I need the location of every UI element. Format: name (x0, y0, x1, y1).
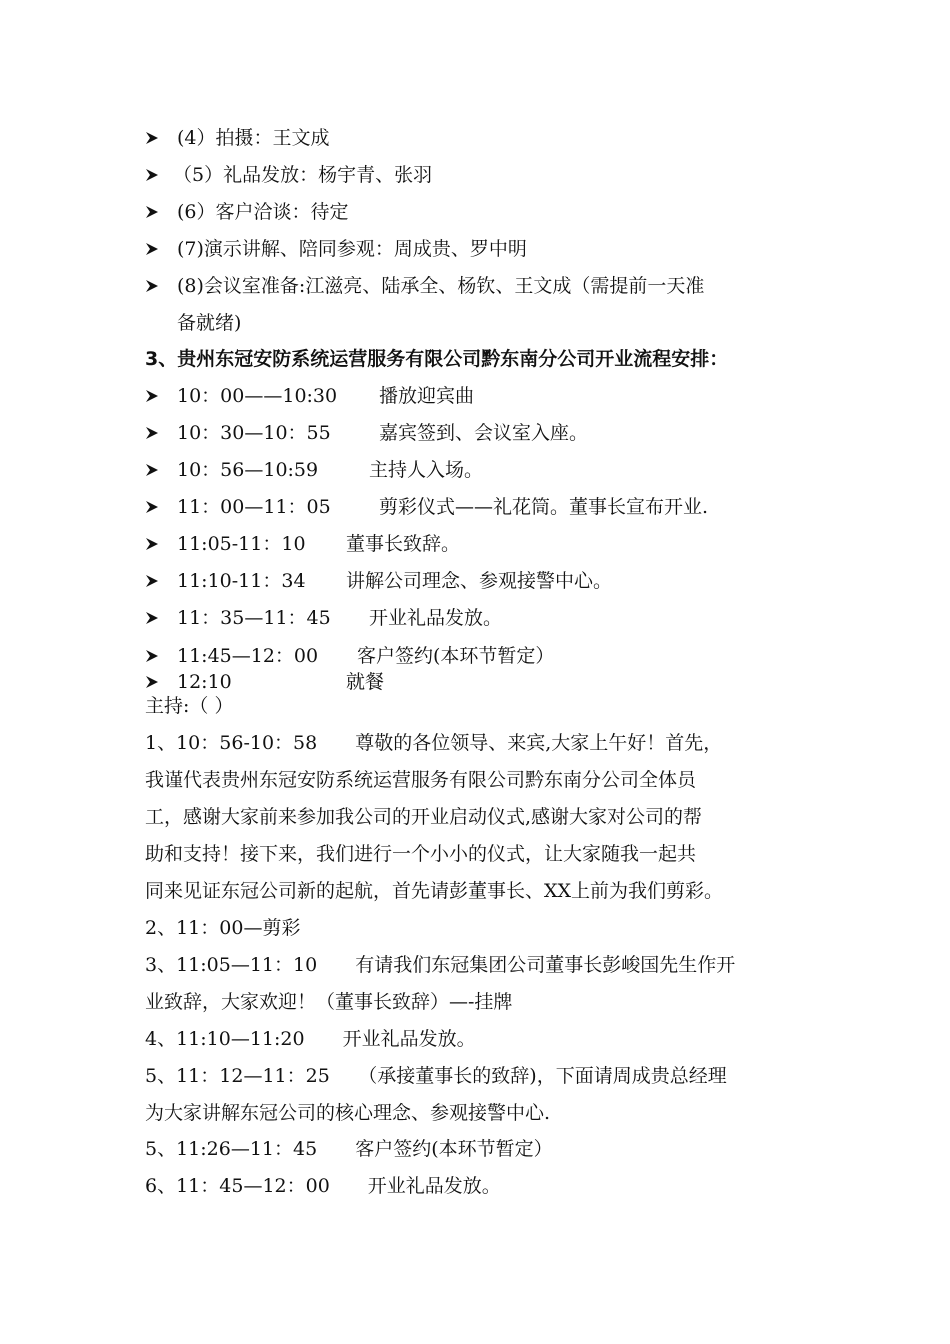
schedule-event: 播放迎宾曲 (379, 385, 475, 407)
script-line: 1、10：56-10：58 尊敬的各位领导、来宾,大家上午好！首先， (145, 732, 723, 754)
schedule-event: 董事长致辞。 (346, 533, 461, 555)
schedule-event: 就餐 (346, 671, 385, 693)
section-heading: 3、贵州东冠安防系统运营服务有限公司黔东南分公司开业流程安排： (145, 348, 729, 370)
list-item-text: (8)会议室准备:江滋亮、陆承全、杨钦、王文成（需提前一天准 (177, 275, 705, 297)
schedule-time: 11:10-11：34 (177, 570, 306, 592)
list-item-text: (7)演示讲解、陪同参观：周成贵、罗中明 (177, 238, 527, 260)
arrow-bullet-icon (145, 279, 159, 293)
arrow-bullet-icon (145, 574, 159, 588)
schedule-event: 嘉宾签到、会议室入座。 (379, 422, 589, 444)
arrow-bullet-icon (145, 168, 159, 182)
schedule-event: 主持人入场。 (369, 459, 484, 481)
list-item-text: (6）客户洽谈：待定 (177, 201, 349, 223)
script-line: 助和支持！接下来，我们进行一个小小的仪式，让大家随我一起共 (145, 843, 697, 865)
arrow-bullet-icon (145, 463, 159, 477)
schedule-time: 11:05-11：10 (177, 533, 306, 555)
script-line: 工，感谢大家前来参加我公司的开业启动仪式,感谢大家对公司的帮 (145, 806, 703, 828)
list-item-continuation: 备就绪) (177, 312, 242, 334)
arrow-bullet-icon (145, 611, 159, 625)
schedule-time: 11：00—11：05 (177, 496, 331, 518)
arrow-bullet-icon (145, 537, 159, 551)
script-line: 5、11:26—11：45 客户签约(本环节暂定） (145, 1138, 553, 1160)
script-line: 4、11:10—11:20 开业礼品发放。 (145, 1028, 476, 1050)
script-line: 2、11：00—剪彩 (145, 917, 301, 939)
list-item-text: （5）礼品发放：杨宇青、张羽 (173, 164, 433, 186)
schedule-time: 11：35—11：45 (177, 607, 331, 629)
arrow-bullet-icon (145, 131, 159, 145)
script-line: 我谨代表贵州东冠安防系统运营服务有限公司黔东南分公司全体员 (145, 769, 697, 791)
script-line: 同来见证东冠公司新的起航，首先请彭董事长、XX上前为我们剪彩。 (145, 880, 724, 902)
schedule-event: 客户签约(本环节暂定） (357, 645, 555, 667)
schedule-time: 10：30—10：55 (177, 422, 331, 444)
schedule-event: 讲解公司理念、参观接警中心。 (346, 570, 613, 592)
host-label: 主持:（ ） (145, 695, 234, 717)
schedule-time: 10：00——10:30 (177, 385, 338, 407)
schedule-time: 12:10 (177, 671, 232, 693)
list-item-text: (4）拍摄：王文成 (177, 127, 330, 149)
script-line: 为大家讲解东冠公司的核心理念、参观接警中心. (145, 1102, 551, 1124)
schedule-time: 10：56—10:59 (177, 459, 319, 481)
script-line: 6、11：45—12：00 开业礼品发放。 (145, 1175, 501, 1197)
arrow-bullet-icon (145, 205, 159, 219)
arrow-bullet-icon (145, 649, 159, 663)
arrow-bullet-icon (145, 242, 159, 256)
schedule-event: 剪彩仪式——礼花筒。董事长宣布开业. (379, 496, 709, 518)
arrow-bullet-icon (145, 426, 159, 440)
arrow-bullet-icon (145, 389, 159, 403)
arrow-bullet-icon (145, 500, 159, 514)
script-line: 业致辞，大家欢迎！（董事长致辞）—-挂牌 (145, 991, 513, 1013)
schedule-time: 11:45—12：00 (177, 645, 319, 667)
schedule-event: 开业礼品发放。 (369, 607, 503, 629)
script-line: 5、11：12—11：25 （承接董事长的致辞)，下面请周成贵总经理 (145, 1065, 727, 1087)
script-line: 3、11:05—11：10 有请我们东冠集团公司董事长彭峻国先生作开 (145, 954, 736, 976)
arrow-bullet-icon (145, 675, 159, 689)
